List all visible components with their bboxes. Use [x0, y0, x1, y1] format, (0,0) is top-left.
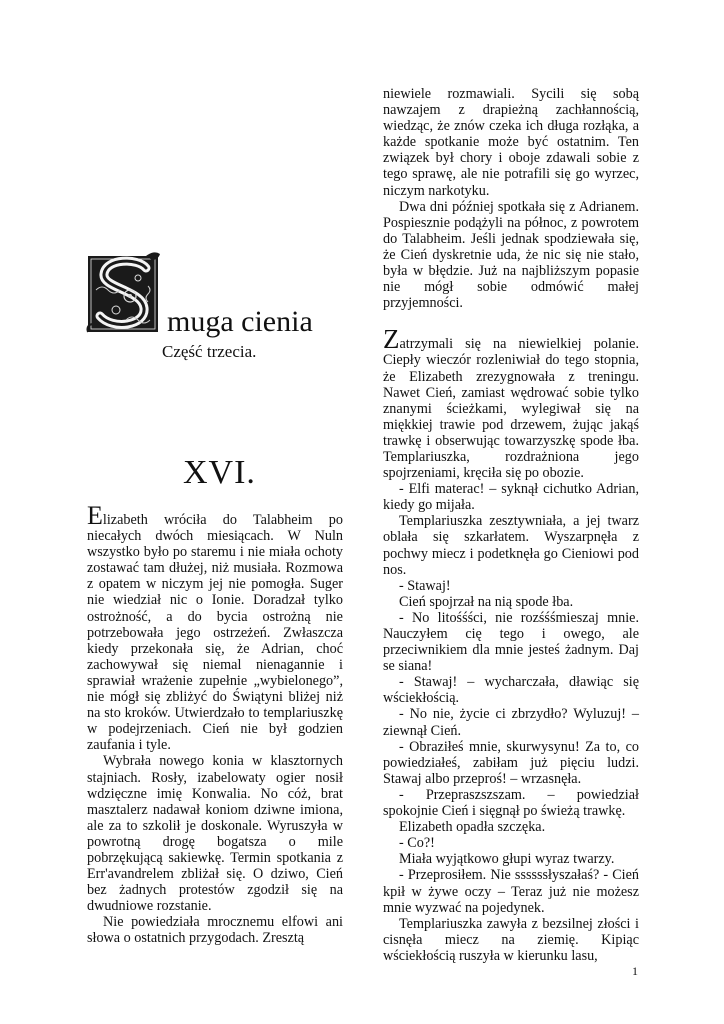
paragraph-text: lizabeth wróciła do Talabheim po niecałych dwóch miesiącach. W Nuln wszystko było po staremu i nie miała ochoty zostawać tam dłużej, niż musiała. Rozmowa z opatem w niczym jej nie pomogła. Suger nie wiedział nic o Ionie. Doradzał tylko ostrożność, a do bycia ostrożną nie potrzebowała jego ostrzeżeń. Zwłaszcza kiedy przekonała się, że Adrian, choć zachowywał się niemal nienagannie i sprawiał wrażenie zupełnie „wybielonego”, nie mógł się zbliżyć do Świątyni bliżej niż na sto kroków. Utwierdzało to templariuszkę w podejrzeniach. Cień nie był godzien zaufania i tyle.: [87, 512, 343, 754]
paragraph: Nie powiedziała mrocznemu elfowi ani słowa o ostatnich przygodach. Zresztą: [87, 914, 343, 947]
paragraph: Templariuszka zesztywniała, a jej twarz oblała się szkarłatem. Wyszarpnęła z pochwy miecz i podetknęła go Cieniowi pod nos.: [383, 513, 639, 578]
paragraph: Cień spojrzał na nią spode łba.: [399, 593, 574, 610]
dialogue-line: - Elfi materac! – syknął cichutko Adrian, kiedy go mijała.: [383, 481, 639, 514]
dialogue-line: - No nie, życie ci zbrzydło? Wyluzuj! – ziewnął Cień.: [383, 706, 639, 739]
dialogue-line: - Przepraszszszam. – powiedział spokojnie Cień i sięgnął po świeżą trawkę.: [383, 786, 639, 820]
paragraph: Elizabeth opadła szczęka.: [399, 819, 546, 836]
paragraph: Dwa dni później spotkała się z Adrianem. Pospiesznie podążyli na północ, z powrotem do Talabheim. Jeśli jednak spodziewała się, że Cień dyskretnie uda, że nic się nie stało, była w błędzie. Już na najbliższym popasie nie mógł sobie odmówić małej przyjemności.: [383, 198, 639, 312]
dialogue-line: - Stawaj! – wycharczała, dławiąc się wściekłością.: [383, 674, 639, 707]
paragraph: Templariuszka zawyła z bezsilnej złości i cisnęła miecz na ziemię. Kipiąc wściekłością ruszyła w kierunku lasu,: [383, 915, 639, 964]
left-column: [87, 501, 343, 947]
paragraph-text: atrzymali się na niewielkiej polanie. Ciepły wieczór rozleniwiał do tego stopnia, że Elizabeth zrezygnowała z treningu. Nawet Cień, zamiast wędrować sobie tylko znanymi ścieżkami, wylegiwał się na miękkiej trawie pod drzewem, żując jakąś trawkę i obserwując towarzyszkę spode łba. Templariuszka, rozdrażniona jego spojrzeniami, kręciła się po obozie.: [383, 336, 639, 482]
paragraph: Wybrała nowego konia w klasztornych stajniach. Rosły, izabelowaty ogier nosił wdzięczne imię Konwalia. No cóż, brat masztalerz nadawał koniom dziwne imiona, ale za to szkolił je doskonale. Wyruszyła w powrotną drogę bogatsza o mile pobrzękującą sakiewkę. Termin spotkania z Err'avandrelem zbliżał się. O dziwo, Cień bez żadnych protestów zgodził się na dwudniowe rozstanie.: [87, 753, 343, 915]
title-block: [86, 250, 348, 340]
right-column: [383, 86, 639, 964]
ornamental-initial-s: [86, 250, 166, 336]
paragraph: [87, 501, 343, 754]
dialogue-line: - No litośśści, nie rozśśśmieszaj mnie. Nauczyłem cię tego i owego, ale przeciwnikiem dla mnie jesteś żadnym. Daj se siana!: [383, 609, 639, 675]
title-text: muga cienia: [167, 305, 313, 338]
dialogue-line: - Stawaj!: [399, 577, 451, 594]
paragraph: [383, 324, 639, 482]
subtitle: Część trzecia.: [162, 342, 257, 361]
dialogue-line: - Co?!: [399, 835, 435, 852]
dialogue-line: - Obraziłeś mnie, skurwysynu! Za to, co powiedziałeś, zabiłam już pięciu ludzi. Stawaj albo przeproś! – wrzasnęła.: [383, 738, 639, 787]
dialogue-line: - Przeprosiłem. Nie ssssssłyszałaś? - Cień kpił w żywe oczy – Teraz już nie możesz mnie wyzwać na pojedynek.: [383, 867, 639, 916]
paragraph: Miała wyjątkowo głupi wyraz twarzy.: [399, 851, 615, 868]
page-number: 1: [632, 964, 638, 978]
paragraph-initial: E: [87, 501, 103, 530]
chapter-number: XVI.: [183, 454, 256, 491]
section-break: [383, 311, 639, 331]
paragraph: niewiele rozmawiali. Sycili się sobą nawzajem z drapieżną zachłannością, wiedząc, że znów czeka ich długa rozłąka, a każde spotkanie może być ostatnim. Ten związek był chory i oboje zdawali sobie z tego sprawę, ale nie potrafili się go wyrzec, niczym narkotyku.: [383, 86, 639, 199]
paragraph-initial: Z: [383, 324, 400, 355]
ornamental-s-drawing: [86, 250, 166, 336]
